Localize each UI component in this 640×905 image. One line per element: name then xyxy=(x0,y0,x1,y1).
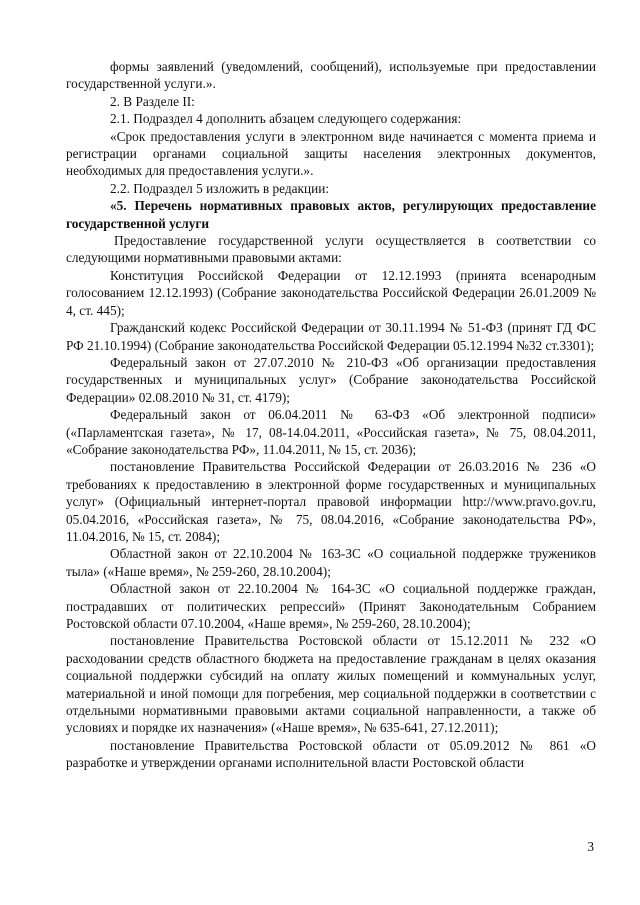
paragraph-regional-law-164: Областной закон от 22.10.2004 № 164-ЗС «О социальной поддержке граждан, пострадавших от политических репрессий» (Принят Законодательным Собранием Ростовской области 07.10.2004, «Наше время», № 259-260, 28.10.2004); xyxy=(66,581,596,631)
paragraph-federal-law-63: Федеральный закон от 06.04.2011 № 63-ФЗ «Об электронной подписи» («Парламентская газета», № 17, 08-14.04.2011, «Российская газета», № 75, 08.04.2011, «Собрание законодательства РФ», 11.04.2011, № 15, ст. 2036); xyxy=(66,407,596,457)
paragraph-service-term: «Срок предоставления услуги в электронном виде начинается с момента приема и регистрации органами социальной защиты населения электронных документов, необходимых для предоставления услуги.». xyxy=(66,128,596,179)
paragraph-constitution: Конституция Российской Федерации от 12.12.1993 (принята всенародным голосованием 12.12.1993) (Собрание законодательства Российской Федерации 26.01.2009 № 4, ст. 445); xyxy=(66,267,596,318)
section-heading-5: «5. Перечень нормативных правовых актов, регулирующих предоставление государственной услуги xyxy=(66,198,596,231)
paragraph-federal-law-210: Федеральный закон от 27.07.2010 № 210-ФЗ «Об организации предоставления государственных и муниципальных услуг» (Собрание законодательства Российской Федерации» 02.08.2010 № 31, ст. 4179); xyxy=(66,354,596,405)
paragraph-forms-statements: формы заявлений (уведомлений, сообщений), используемые при предоставлении государственной услуги.». xyxy=(66,59,596,92)
paragraph-2-1: 2.1. Подраздел 4 дополнить абзацем следующего содержания: xyxy=(110,111,462,127)
paragraph-regional-law-163: Областной закон от 22.10.2004 № 163-ЗС «О социальной поддержке тружеников тыла» («Наше время», № 259-260, 28.10.2004); xyxy=(66,546,596,579)
paragraph-intro-acts: Предоставление государственной услуги осуществляется в соответствии со следующими нормативными правовыми актами: xyxy=(66,233,596,266)
paragraph-resolution-236: постановление Правительства Российской Федерации от 26.03.2016 № 236 «О требованиях к предоставлению в электронной форме государственных и муниципальных услуг» (Официальный интернет-портал правовой информации http://www.pravo.gov.ru, 05.04.2016, «Российская газета», № 75, 08.04.2016, «Собрание законодательства РФ», 11.04.2016, № 15, ст. 2084); xyxy=(66,459,596,544)
page-number: 3 xyxy=(587,839,594,854)
paragraph-resolution-861: постановление Правительства Ростовской области от 05.09.2012 № 861 «О разработке и утверждении органами исполнительной власти Ростовской области xyxy=(66,737,596,771)
paragraph-2-2: 2.2. Подраздел 5 изложить в редакции: xyxy=(110,180,330,196)
document-body xyxy=(66,58,596,772)
paragraph-civil-code: Гражданский кодекс Российской Федерации от 30.11.1994 № 51-ФЗ (принят ГД ФС РФ 21.10.1994) (Собрание законодательства Российской Федерации 05.12.1994 №32 ст.3301); xyxy=(66,320,596,353)
paragraph-section-2: 2. В Разделе II: xyxy=(110,93,195,109)
paragraph-resolution-232: постановление Правительства Ростовской области от 15.12.2011 № 232 «О расходовании средств областного бюджета на предоставление гражданам в целях оказания социальной поддержки субсидий на оплату жилых помещений и коммунальных услуг, материальной и иной помощи для погребения, мер социальной поддержки в соответствии с отдельными нормативными правовыми актами социальной направленности, а также об условиях и порядке их назначения» («Наше время», № 635-641, 27.12.2011); xyxy=(66,633,596,736)
